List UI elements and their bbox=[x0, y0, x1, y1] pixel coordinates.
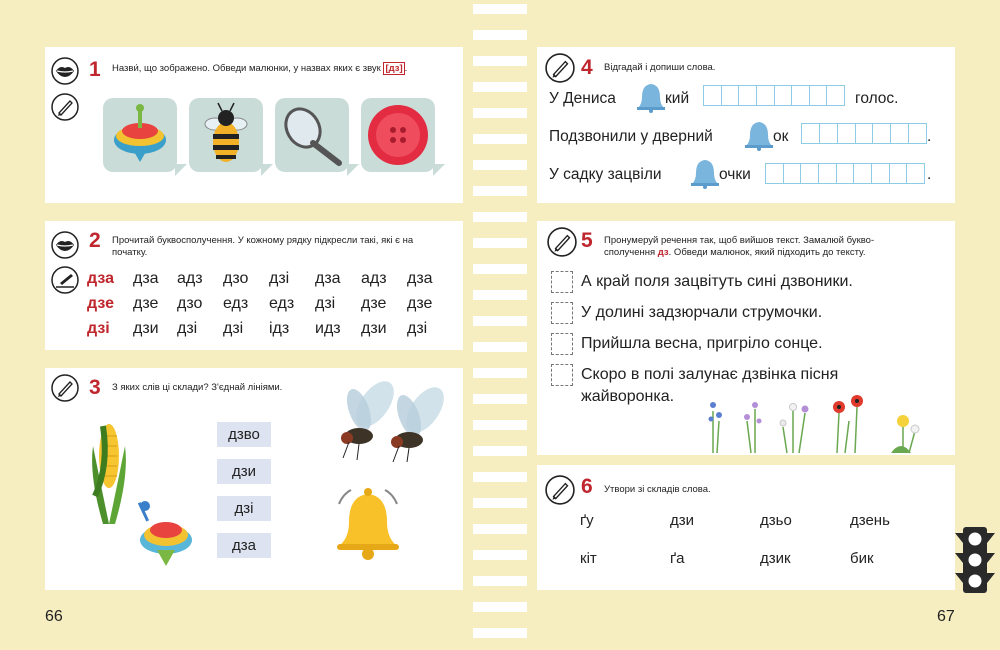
sentence-1-suffix: кий bbox=[665, 90, 690, 107]
letter-combination[interactable]: дзе bbox=[407, 295, 433, 312]
wildflowers-icon[interactable] bbox=[705, 391, 955, 455]
syllable: бик bbox=[850, 550, 874, 567]
exercise-1-number: 1 bbox=[89, 58, 101, 81]
letter-combination[interactable]: дзи bbox=[361, 320, 387, 337]
exercise-6-panel bbox=[537, 465, 955, 590]
sentence-3-end: . bbox=[927, 166, 932, 183]
syllable: дзи bbox=[670, 512, 695, 529]
letter-combination[interactable]: дзі bbox=[269, 270, 290, 287]
syllable: дзень bbox=[850, 512, 890, 529]
sentence-2-start: Подзвонили у дверний bbox=[549, 128, 713, 145]
exercise-5-panel bbox=[537, 221, 955, 455]
bell-icon bbox=[333, 486, 403, 566]
letter-combination[interactable]: идз bbox=[315, 320, 341, 337]
letter-combination[interactable]: дзі bbox=[315, 295, 336, 312]
syllable-card[interactable]: дзво bbox=[217, 422, 271, 447]
letter-cells-2[interactable] bbox=[801, 123, 927, 144]
sentence-2-suffix: ок bbox=[773, 128, 789, 145]
ex5-sentence-3: Прийшла весна, пригріло сонце. bbox=[581, 335, 823, 352]
sentence-3-suffix: очки bbox=[719, 166, 751, 183]
syllable-card[interactable]: дзі bbox=[217, 496, 271, 521]
picture-tile-mirror[interactable] bbox=[275, 98, 349, 172]
spinning-top-icon bbox=[103, 98, 177, 172]
syllable-card[interactable]: дза bbox=[217, 533, 271, 558]
letter-combination[interactable]: адз bbox=[361, 270, 387, 287]
exercise-4-number: 4 bbox=[581, 56, 593, 79]
number-box-1[interactable] bbox=[551, 271, 573, 293]
letter-combination[interactable]: дзі bbox=[407, 320, 428, 337]
bell-icon bbox=[691, 157, 719, 189]
pencil-icon bbox=[547, 227, 577, 257]
syllable: ґу bbox=[580, 512, 594, 529]
letter-combination[interactable]: дзо bbox=[223, 270, 249, 287]
letter-combination[interactable]: дза bbox=[133, 270, 159, 287]
syllable: дзик bbox=[760, 550, 791, 567]
bee-icon bbox=[189, 98, 263, 172]
exercise-3-instruction: З яких слів ці склади? З'єднай лініями. bbox=[112, 382, 283, 393]
picture-tile-bee[interactable] bbox=[189, 98, 263, 172]
exercise-2-panel bbox=[45, 221, 463, 350]
corn-icon bbox=[85, 416, 133, 526]
row-head-syllable: дзі bbox=[87, 320, 110, 337]
ex5-sentence-2: У долині задзюрчали струмочки. bbox=[581, 304, 823, 321]
exercise-5-number: 5 bbox=[581, 229, 593, 252]
mirror-icon bbox=[275, 98, 349, 172]
picture-tile-button[interactable] bbox=[361, 98, 435, 172]
exercise-2-instruction: Прочитай буквосполучення. У кожному рядку підкресли такі, які є на початку. bbox=[112, 235, 414, 258]
bell-icon bbox=[745, 119, 773, 151]
letter-combination[interactable]: дзі bbox=[223, 320, 244, 337]
exercise-4-instruction: Відгадай і допиши слова. bbox=[604, 62, 716, 73]
row-head-syllable: дзе bbox=[87, 295, 114, 312]
letter-combination[interactable]: едз bbox=[223, 295, 249, 312]
letter-combination[interactable]: дза bbox=[315, 270, 341, 287]
letter-combination[interactable]: дза bbox=[407, 270, 433, 287]
exercise-4-panel bbox=[537, 47, 955, 203]
pencil-icon bbox=[51, 374, 79, 402]
exercise-1-instruction: Назви́, що зображено. Обведи малюнки, у назвах яких є звук [дз] . bbox=[112, 63, 408, 74]
letter-combination[interactable]: дзе bbox=[361, 295, 387, 312]
letter-combination[interactable]: дзе bbox=[133, 295, 159, 312]
letter-combination[interactable]: дзо bbox=[177, 295, 203, 312]
syllable: дзьо bbox=[760, 512, 792, 529]
letter-combination[interactable]: едз bbox=[269, 295, 295, 312]
sentence-1-start: У Дениса bbox=[549, 90, 616, 107]
pencil-icon bbox=[545, 53, 575, 83]
pencil-icon bbox=[545, 475, 575, 505]
button-icon bbox=[361, 98, 435, 172]
exercise-2-number: 2 bbox=[89, 229, 101, 252]
ex5-sentence-1: А край поля зацвітуть сині дзвоники. bbox=[581, 273, 853, 290]
page-number-left: 66 bbox=[45, 608, 63, 625]
row-head-syllable: дза bbox=[87, 270, 114, 287]
exercise-3-panel bbox=[45, 368, 463, 590]
flies-icon bbox=[335, 376, 455, 464]
exercise-1-panel bbox=[45, 47, 463, 203]
syllable: ґа bbox=[670, 550, 685, 567]
letter-cells-3[interactable] bbox=[765, 163, 925, 184]
letter-cells-1[interactable] bbox=[703, 85, 845, 106]
exercise-6-number: 6 bbox=[581, 475, 593, 498]
pencil-icon bbox=[51, 93, 79, 121]
syllable: кіт bbox=[580, 550, 597, 567]
letter-combination[interactable]: дзі bbox=[177, 320, 198, 337]
sentence-3-start: У садку зацвіли bbox=[549, 166, 662, 183]
traffic-light-icon bbox=[955, 527, 995, 593]
number-box-3[interactable] bbox=[551, 333, 573, 355]
letter-combination[interactable]: ідз bbox=[269, 320, 290, 337]
picture-tile-spinning-top[interactable] bbox=[103, 98, 177, 172]
underline-pencil-icon bbox=[51, 266, 79, 294]
sentence-2-end: . bbox=[927, 128, 932, 145]
letter-combination[interactable]: дзи bbox=[133, 320, 159, 337]
syllable-card[interactable]: дзи bbox=[217, 459, 271, 484]
exercise-6-instruction: Утвори зі складів слова. bbox=[604, 484, 711, 495]
letter-combination[interactable]: адз bbox=[177, 270, 203, 287]
number-box-2[interactable] bbox=[551, 302, 573, 324]
lips-icon bbox=[51, 231, 79, 259]
book-spine bbox=[473, 0, 527, 650]
exercise-3-number: 3 bbox=[89, 376, 101, 399]
exercise-5-instruction: Пронумеруй речення так, щоб вийшов текст. Замалюй букво- сполучення дз. Обведи малюнок, який підходить до тексту. bbox=[604, 235, 875, 258]
ex5-sentence-4: Скоро в полі залунає дзвінка пісня жайворонка. bbox=[581, 366, 839, 405]
spinning-top-icon bbox=[133, 500, 195, 570]
page-number-right: 67 bbox=[937, 608, 955, 625]
sentence-1-end: голос. bbox=[855, 90, 899, 107]
lips-icon bbox=[51, 57, 79, 85]
bell-icon bbox=[637, 81, 665, 113]
number-box-4[interactable] bbox=[551, 364, 573, 386]
